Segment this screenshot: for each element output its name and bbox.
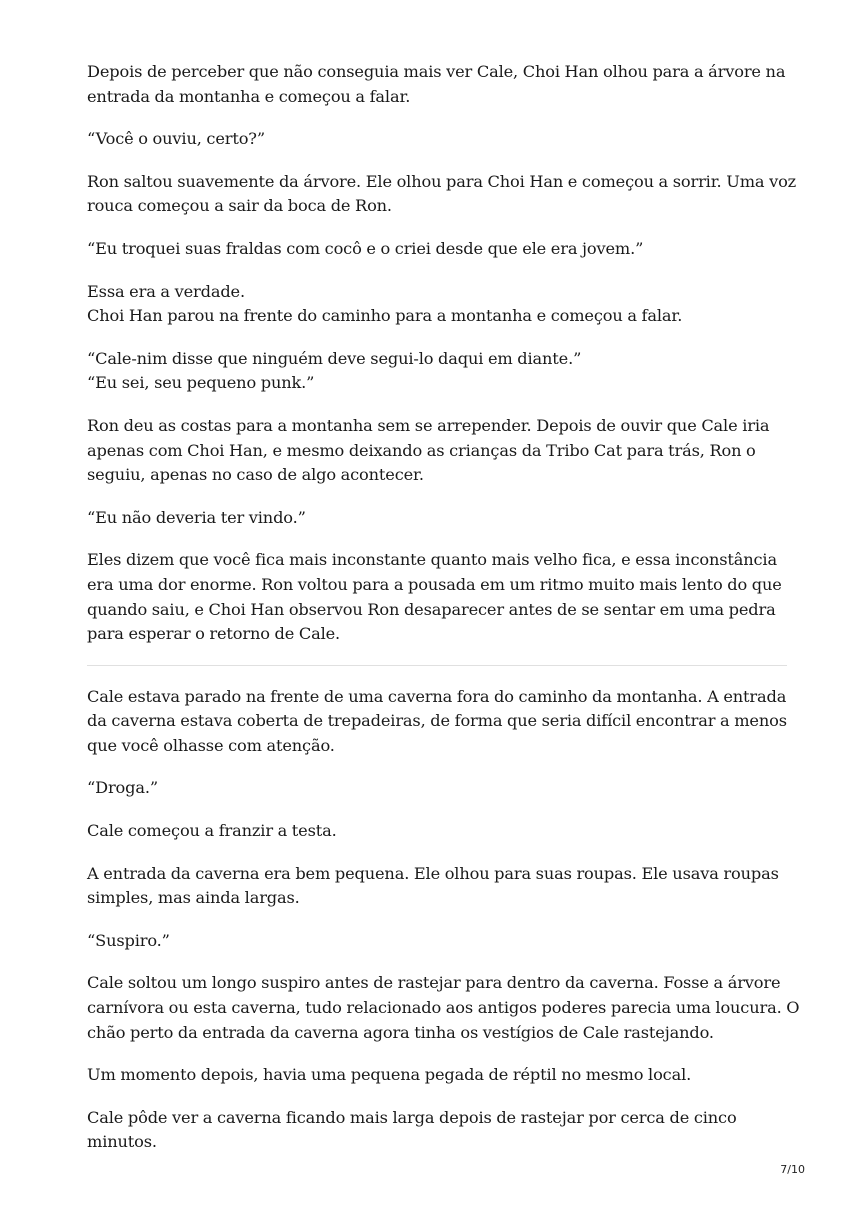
text-line: “Eu sei, seu pequeno punk.” xyxy=(87,373,315,393)
text-line: Ron saltou suavemente da árvore. Ele olhou para Choi Han e começou a sorrir. Uma voz xyxy=(87,171,797,191)
text-line: Depois de perceber que não conseguia mais ver Cale, Choi Han olhou para a árvore na xyxy=(87,62,786,81)
paragraph xyxy=(87,819,787,844)
section-1 xyxy=(87,60,797,647)
text-line: apenas com Choi Han, e mesmo deixando as crianças da Tribo Cat para trás, Ron o xyxy=(87,440,756,460)
text-line: quando saiu, e Choi Han observou Ron desaparecer antes de se sentar em uma pedra xyxy=(87,599,776,619)
text-line: era uma dor enorme. Ron voltou para a pousada em um ritmo muito mais lento do que xyxy=(87,574,782,594)
page-number: 7/10 xyxy=(780,1163,805,1176)
text-line: Um momento depois, havia uma pequena pegada de réptil no mesmo local. xyxy=(87,1065,692,1085)
paragraph xyxy=(87,347,787,396)
text-line: Ron deu as costas para a montanha sem se arrepender. Depois de ouvir que Cale iria xyxy=(87,415,770,435)
section-2 xyxy=(87,685,800,1155)
text-line: rouca começou a sair da boca de Ron. xyxy=(87,196,392,216)
paragraph xyxy=(87,60,787,109)
text-line: “Eu troquei suas fraldas com cocô e o criei desde que ele era jovem.” xyxy=(87,238,644,258)
paragraph xyxy=(87,170,797,219)
text-line: carnívora ou esta caverna, tudo relacionado aos antigos poderes parecia uma loucura. O xyxy=(87,998,800,1018)
text-line: Cale pôde ver a caverna ficando mais larga depois de rastejar por cerca de cinco xyxy=(87,1107,737,1127)
text-line: “Eu não deveria ter vindo.” xyxy=(87,507,306,527)
section-divider xyxy=(87,665,787,666)
text-line: Cale estava parado na frente de uma caverna fora do caminho da montanha. A entrada xyxy=(87,686,787,706)
text-line: “Você o ouviu, certo?” xyxy=(87,129,265,149)
paragraph xyxy=(87,280,787,329)
text-line: entrada da montanha e começou a falar. xyxy=(87,86,411,106)
paragraph xyxy=(87,971,800,1045)
paragraph xyxy=(87,414,787,488)
text-line: para esperar o retorno de Cale. xyxy=(87,624,341,644)
text-line: “Cale-nim disse que ninguém deve segui-lo daqui em diante.” xyxy=(87,348,582,368)
paragraph xyxy=(87,776,787,801)
text-line: chão perto da entrada da caverna agora tinha os vestígios de Cale rastejando. xyxy=(87,1022,714,1042)
text-line: que você olhasse com atenção. xyxy=(87,735,335,755)
text-line: Eles dizem que você fica mais inconstante quanto mais velho fica, e essa inconstância xyxy=(87,550,777,570)
text-line: simples, mas ainda largas. xyxy=(87,888,300,908)
paragraph xyxy=(87,929,787,954)
paragraph xyxy=(87,506,787,531)
paragraph xyxy=(87,1106,787,1155)
text-line: Cale soltou um longo suspiro antes de rastejar para dentro da caverna. Fosse a árvore xyxy=(87,973,781,993)
paragraph xyxy=(87,685,787,759)
paragraph xyxy=(87,237,787,262)
text-line: seguiu, apenas no caso de algo acontecer. xyxy=(87,465,424,485)
text-line: “Suspiro.” xyxy=(87,930,170,950)
paragraph xyxy=(87,127,787,152)
text-line: da caverna estava coberta de trepadeiras, de forma que seria difícil encontrar a menos xyxy=(87,711,787,731)
text-line: Cale começou a franzir a testa. xyxy=(87,821,337,841)
text-line: Choi Han parou na frente do caminho para a montanha e começou a falar. xyxy=(87,306,683,326)
text-line: minutos. xyxy=(87,1132,157,1152)
paragraph xyxy=(87,548,787,646)
text-line: Essa era a verdade. xyxy=(87,281,245,301)
text-line: A entrada da caverna era bem pequena. Ele olhou para suas roupas. Ele usava roupas xyxy=(87,863,779,883)
paragraph xyxy=(87,862,787,911)
text-line: “Droga.” xyxy=(87,778,158,798)
paragraph xyxy=(87,1063,787,1088)
